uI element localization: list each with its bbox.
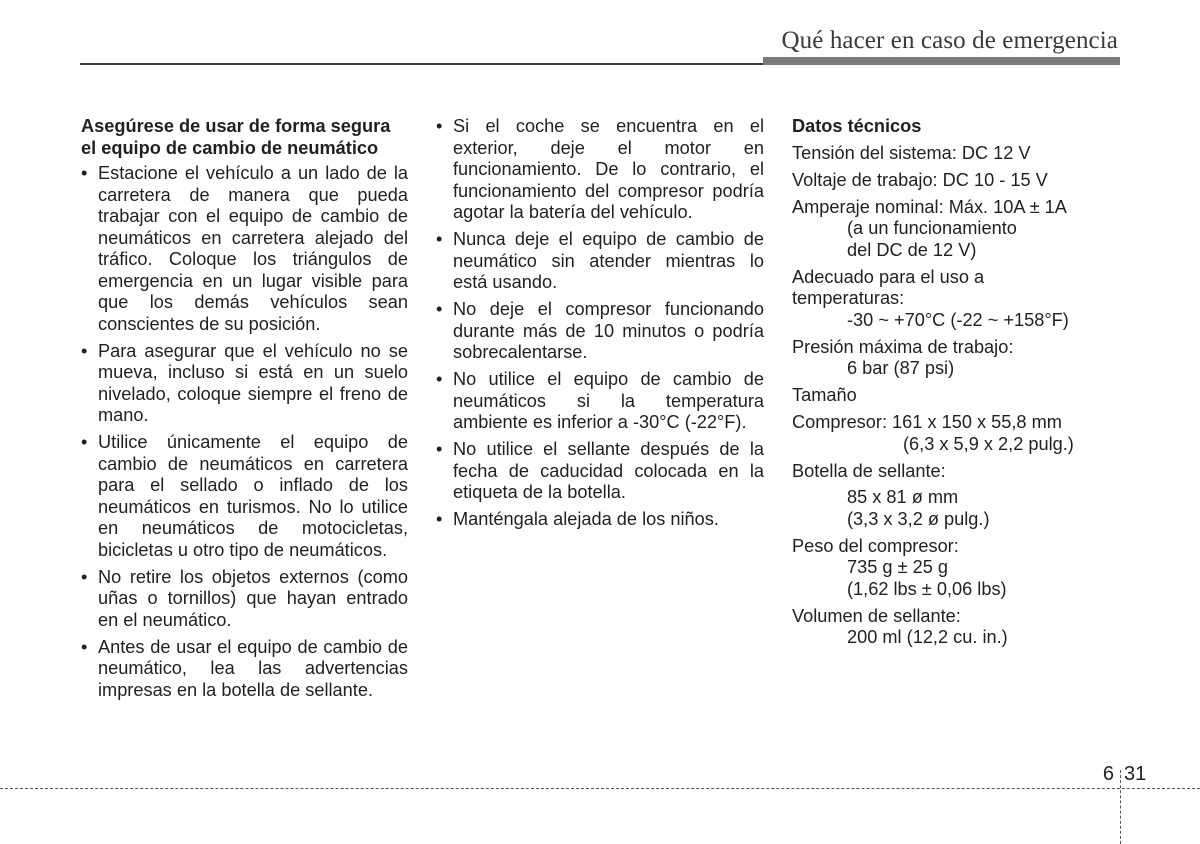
spec-bottle-in: (3,3 x 3,2 ø pulg.) (847, 508, 990, 529)
spec-bottle (792, 461, 1122, 531)
spec-compressor-size-in: (6,3 x 5,9 x 2,2 pulg.) (903, 433, 1074, 454)
spec-volume-value: 200 ml (12,2 cu. in.) (847, 627, 1008, 647)
spec-pressure-value: 6 bar (87 psi) (847, 358, 955, 378)
spec-pressure-label: Presión máxima de trabajo: (792, 336, 1014, 357)
header-accent-bar (763, 57, 1120, 65)
spec-weight (792, 536, 1122, 601)
spec-size-label: Tamaño (792, 385, 857, 405)
spec-volume (792, 606, 1122, 649)
spec-working-voltage: Voltaje de trabajo: DC 10 - 15 V (792, 169, 1048, 190)
column-safety (81, 116, 408, 707)
list-item: • Para asegurar que el vehículo no se mueva, incluso si está en un suelo nivelado, coloque siempre el freno de mano. (81, 341, 408, 427)
specs-heading: Datos técnicos (792, 116, 922, 136)
spec-amperage (792, 197, 1122, 262)
spec-compressor-size (792, 412, 1122, 455)
spec-amperage-note: del DC de 12 V) (847, 239, 977, 260)
spec-weight-label: Peso del compresor: (792, 535, 959, 556)
spec-amperage-note: (a un funcionamiento (847, 218, 1017, 238)
list-item: • Utilice únicamente el equipo de cambio de neumáticos en carretera para el sellado o inflado de los neumáticos en turismos. No lo utilice en neumáticos de motocicletas, bicicletas u otro tipo de neumáticos. (81, 432, 408, 561)
list-item: • Manténgala alejada de los niños. (436, 509, 764, 531)
footer-rule (0, 788, 1200, 789)
spec-system-voltage: Tensión del sistema: DC 12 V (792, 142, 1031, 163)
spec-amperage-value: Amperaje nominal: Máx. 10A ± 1A (792, 196, 1067, 217)
spec-volume-label: Volumen de sellante: (792, 605, 961, 626)
column-specs (792, 116, 1122, 654)
safety-list (81, 163, 408, 701)
chapter-number: 6 (1102, 763, 1114, 785)
page-number: 31 (1124, 763, 1147, 785)
list-item: • No utilice el equipo de cambio de neumáticos si la temperatura ambiente es inferior a -30°C (-22°F). (436, 369, 764, 434)
spec-weight-lbs: (1,62 lbs ± 0,06 lbs) (847, 578, 1007, 599)
list-item: • Nunca deje el equipo de cambio de neumático sin atender mientras lo está usando. (436, 229, 764, 294)
spec-temperature-label: Adecuado para el uso a (792, 266, 985, 287)
safety-heading: Asegúrese de usar de forma segura el equipo de cambio de neumático (81, 116, 391, 158)
page-number-divider (1120, 770, 1121, 844)
list-item: • No utilice el sellante después de la fecha de caducidad colocada en la etiqueta de la botella. (436, 439, 764, 504)
spec-temperature-label: temperaturas: (792, 288, 905, 308)
list-item: • Si el coche se encuentra en el exterior, deje el motor en funcionamiento. De lo contrario, el funcionamiento del compresor podría agotar la batería del vehículo. (436, 116, 764, 224)
list-item: • Antes de usar el equipo de cambio de neumático, lea las advertencias impresas en la botella de sellante. (81, 637, 408, 702)
list-item: • No retire los objetos externos (como uñas o tornillos) que hayan entrado en el neumático. (81, 567, 408, 632)
spec-weight-g: 735 g ± 25 g (847, 557, 948, 577)
spec-pressure (792, 337, 1122, 380)
list-item: • No deje el compresor funcionando durante más de 10 minutos o podría sobrecalentarse. (436, 299, 764, 364)
section-title: Qué hacer en caso de emergencia (781, 27, 1118, 54)
spec-bottle-label: Botella de sellante: (792, 460, 946, 481)
list-item: • Estacione el vehículo a un lado de la carretera de manera que pueda trabajar con el equipo de cambio de neumáticos en carretera alejado del tráfico. Coloque los triángulos de emergencia en un lugar visible para que los demás vehículos sean conscientes de su posición. (81, 163, 408, 335)
spec-temperature-value: -30 ~ +70°C (-22 ~ +158°F) (847, 309, 1069, 330)
spec-temperature (792, 267, 1122, 332)
column-warnings (436, 116, 764, 536)
spec-bottle-mm: 85 x 81 ø mm (847, 487, 959, 507)
spec-compressor-size-mm: Compresor: 161 x 150 x 55,8 mm (792, 412, 1062, 432)
warnings-list (436, 116, 764, 531)
